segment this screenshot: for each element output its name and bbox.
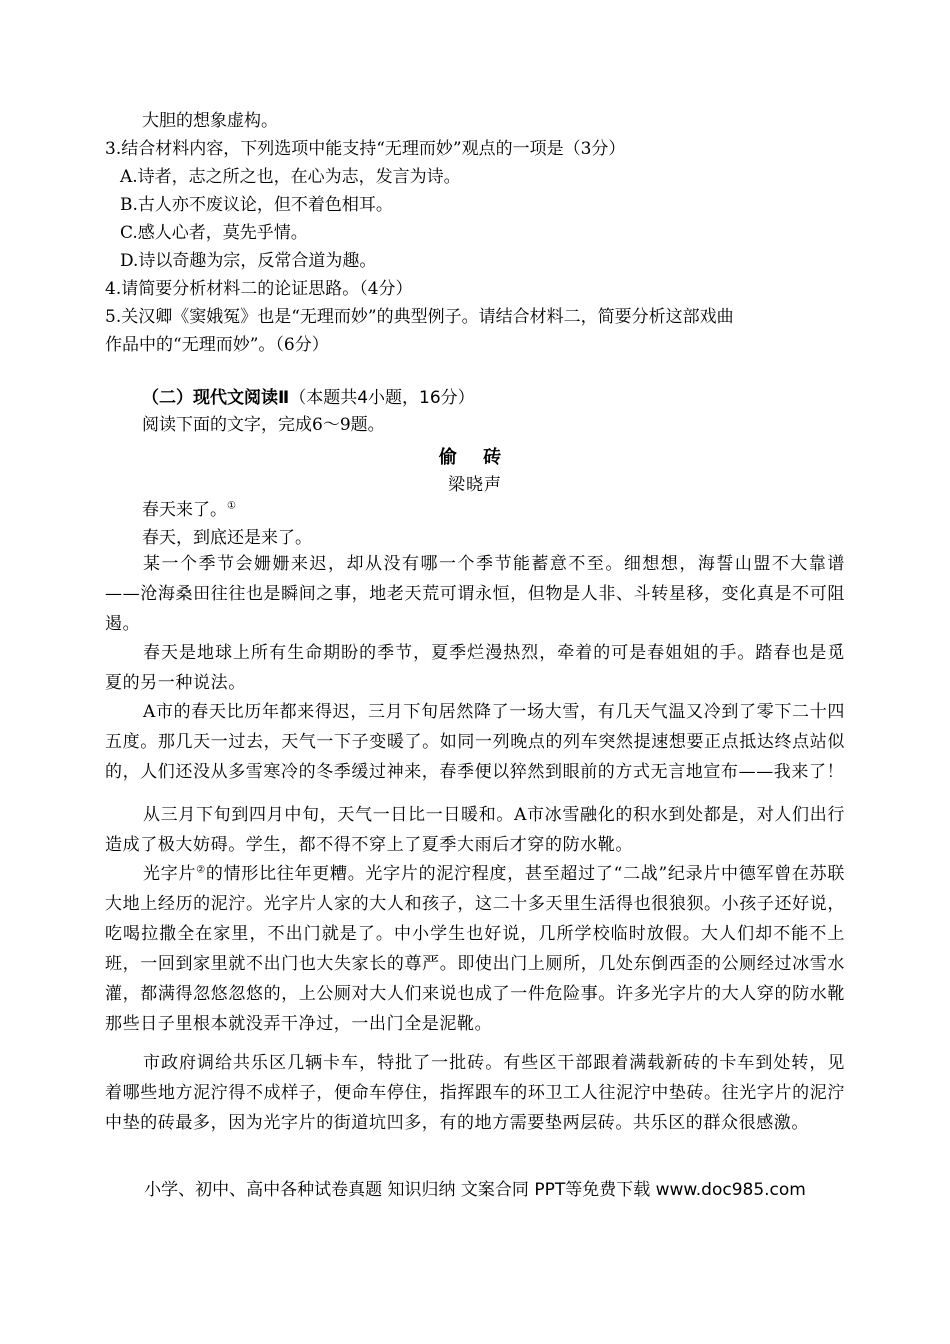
story-title: 偷 砖 (438, 447, 512, 468)
question-5-line-1: 5.关汉卿《窦娥冤》也是“无理而妙”的典型例子。请结合材料二，简要分析这部戏曲 (105, 307, 734, 327)
story-paragraph-7-body: 的情形比往年更糟。光字片的泥泞程度，甚至超过了“二战”纪录片中德军曾在苏联大地上经历的泥泞。光字片人家的大人和孩子，这二十多天里生活得也很狼狈。小孩子还好说，吃喝拉撒全在家里，不出门就是了。中小学生也好说，几所学校临时放假。大人们却不能不上班，一回到家里就不出门也大失家长的尊严。即使出门上厕所，几处东倒西歪的公厕经过冰雪水灌，都满得忽悠忽悠的，上公厕对大人们来说也成了一件危险事。许多光字片的大人穿的防水靴那些日子里根本就没弄干净过，一出门全是泥靴。 (105, 864, 845, 1034)
section-heading-title: （二）现代文阅读Ⅱ (142, 388, 290, 408)
story-paragraph-5: A市的春天比历年都来得迟，三月下旬居然降了一场大雪，有几天气温又冷到了零下二十四五度。那几天一过去，天气一下子变暖了。如同一列晚点的列车突然提速想要正点抵达终点站似的，人们还没从多雪寒冷的冬季缓过神来，春季便以猝然到眼前的方式无言地宣布——我来了！ (105, 702, 845, 782)
question-3-option-a: A.诗者，志之所之也，在心为志，发言为诗。 (120, 167, 461, 187)
story-paragraph-3: 某一个季节会姗姗来迟，却从没有哪一个季节能蓄意不至。细想想，海誓山盟不大靠谱——沧海桑田往往也是瞬间之事，地老天荒可谓永恒，但物是人非、斗转星移，变化真是不可阻遏。 (105, 554, 845, 634)
question-5-line-2: 作品中的“无理而妙”。（6分） (105, 335, 329, 355)
story-paragraph-2: 春天，到底还是来了。 (142, 528, 312, 548)
question-4: 4.请简要分析材料二的论证思路。（4分） (105, 279, 413, 299)
story-paragraph-7 (105, 859, 845, 1039)
footnote-marker-2: ② (196, 864, 206, 876)
question-3-option-d: D.诗以奇趣为宗，反常合道为趣。 (120, 251, 377, 271)
story-paragraph-8: 市政府调给共乐区几辆卡车，特批了一批砖。有些区干部跟着满载新砖的卡车到处转，见着哪些地方泥泞得不成样子，便命车停住，指挥跟车的环卫工人往泥泞中垫砖。往光字片的泥泞中垫的砖最多，因为光字片的街道坑凹多，有的地方需要垫两层砖。共乐区的群众很感激。 (105, 1053, 845, 1133)
footnote-marker-1: ① (227, 500, 236, 512)
story-paragraph-1 (142, 499, 236, 521)
material-tail-line: 大胆的想象虚构。 (142, 111, 278, 131)
footer-banner: 小学、初中、高中各种试卷真题 知识归纳 文案合同 PPT等免费下载 www.doc985.com (144, 1180, 806, 1200)
question-3-option-b: B.古人亦不废议论，但不着色相耳。 (120, 195, 393, 215)
story-paragraph-7-lead: 光字片 (143, 864, 197, 884)
section-heading-detail: （本题共4小题，16分） (289, 388, 475, 408)
section-instruction: 阅读下面的文字，完成6～9题。 (142, 415, 385, 435)
story-author: 梁晓声 (448, 475, 502, 495)
story-paragraph-6: 从三月下旬到四月中旬，天气一日比一日暖和。A市冰雪融化的积水到处都是，对人们出行造成了极大妨碍。学生，都不得不穿上了夏季大雨后才穿的防水靴。 (105, 805, 845, 855)
question-3-option-c: C.感人心者，莫先乎情。 (120, 223, 308, 243)
section-heading (142, 387, 475, 409)
story-paragraph-1-text: 春天来了。 (142, 500, 227, 520)
question-3-stem: 3.结合材料内容，下列选项中能支持“无理而妙”观点的一项是（3分） (105, 139, 626, 159)
story-paragraph-4: 春天是地球上所有生命期盼的季节，夏季烂漫热烈，牵着的可是春姐姐的手。踏春也是觅夏的另一种说法。 (105, 643, 845, 693)
